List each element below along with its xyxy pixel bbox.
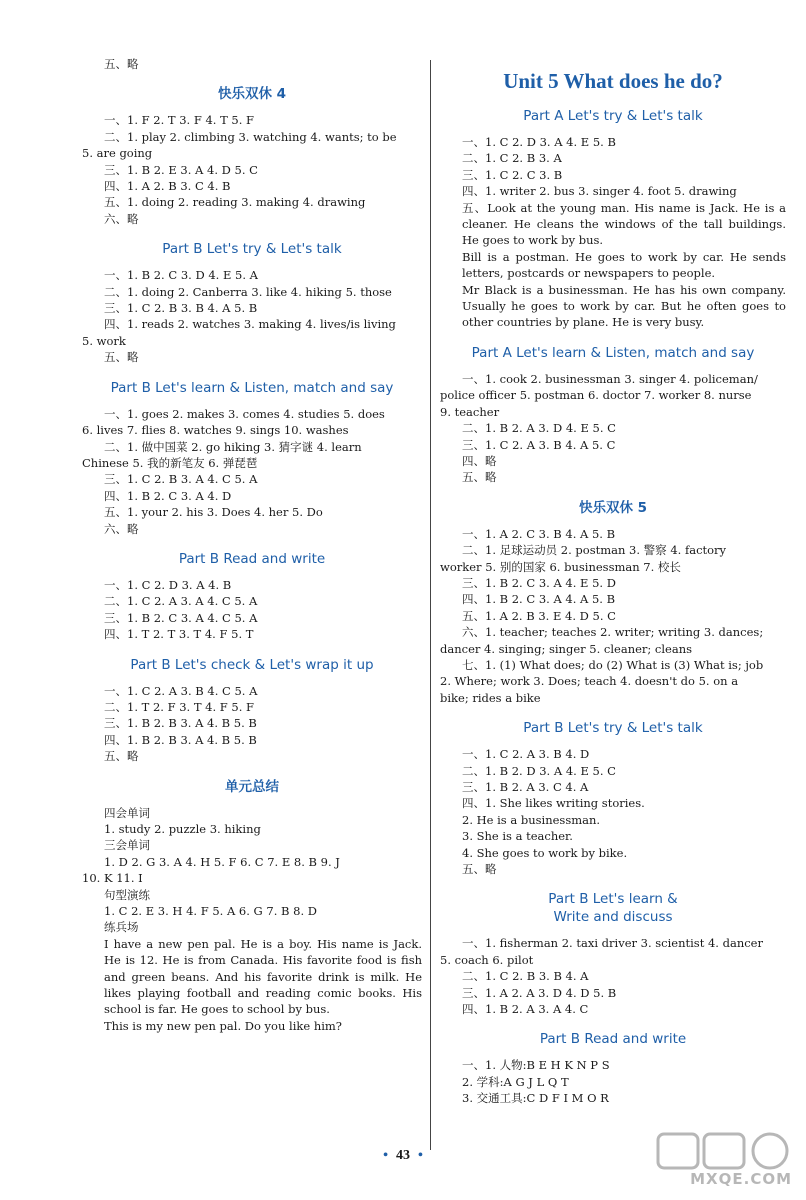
- answer-line: 三、1. B 2. B 3. A 4. B 5. B: [104, 716, 257, 731]
- answer-line: 三、1. B 2. E 3. A 4. D 5. C: [104, 162, 258, 177]
- paragraph: Mr Black is a businessman. He has his own company. Usually he goes to work by car. But he often goes to other countries by plane. He is very busy.: [462, 282, 786, 330]
- answer-line: 一、1. F 2. T 3. F 4. T 5. F: [104, 113, 255, 128]
- answer-line: 5. work: [82, 333, 126, 348]
- answer-line: 4. She goes to work by bike.: [462, 845, 628, 860]
- answer-line: 9. teacher: [440, 404, 500, 419]
- answer-line: 句型演练: [104, 887, 150, 902]
- answer-line: 练兵场: [104, 920, 139, 935]
- section-heading: 快乐双休 4: [217, 86, 287, 103]
- answer-line: 三、1. C 2. A 3. B 4. A 5. C: [462, 437, 616, 452]
- answer-line: 5. are going: [82, 146, 153, 161]
- paragraph: Bill is a postman. He goes to work by car. He sends letters, postcards or newspapers to people.: [462, 249, 786, 281]
- section-heading: Part B Let's check & Let's wrap it up: [130, 656, 374, 673]
- answer-line: 五、1. doing 2. reading 3. making 4. drawing: [104, 195, 366, 210]
- section-heading: 快乐双休 5: [578, 499, 648, 516]
- answer-line: 四、略: [462, 453, 497, 468]
- answer-line: 二、1. T 2. F 3. T 4. F 5. F: [104, 699, 255, 714]
- answer-line: 一、1. fisherman 2. taxi driver 3. scientist 4. dancer: [462, 936, 763, 951]
- answer-line: 四、1. She likes writing stories.: [462, 796, 645, 811]
- left-column: [82, 56, 422, 1034]
- answer-line: 三、1. C 2. B 3. B 4. A 5. B: [104, 301, 258, 316]
- answer-line: Chinese 5. 我的新笔友 6. 弹琵琶: [82, 455, 258, 470]
- answer-line: 四、1. reads 2. watches 3. making 4. lives/is living: [104, 317, 396, 332]
- answer-line: 五、略: [104, 749, 139, 764]
- answer-line: 3. She is a teacher.: [462, 829, 573, 844]
- answer-line: 六、略: [104, 211, 139, 226]
- answer-line: worker 5. 别的国家 6. businessman 7. 校长: [440, 559, 681, 574]
- answer-line: 1. study 2. puzzle 3. hiking: [104, 822, 261, 836]
- answer-line: 一、1. C 2. D 3. A 4. B: [104, 577, 232, 592]
- section-heading: Part B Read and write: [178, 550, 326, 567]
- right-column: [440, 56, 786, 1107]
- answer-line: 二、1. C 2. B 3. A: [462, 151, 562, 166]
- answer-line: 六、略: [104, 521, 139, 536]
- answer-line: 五、1. your 2. his 3. Does 4. her 5. Do: [104, 505, 323, 520]
- answer-line: 四、1. B 2. C 3. A 4. A 5. B: [462, 592, 616, 607]
- answer-line: 一、1. B 2. C 3. D 4. E 5. A: [104, 268, 258, 283]
- watermark-text: MXQE.COM: [690, 1170, 792, 1188]
- answer-line: 1. C 2. E 3. H 4. F 5. A 6. G 7. B 8. D: [104, 904, 317, 919]
- answer-line: 二、1. B 2. A 3. D 4. E 5. C: [462, 421, 616, 436]
- answer-line: 二、1. C 2. A 3. A 4. C 5. A: [104, 594, 258, 609]
- answer-line: 五、略: [104, 57, 139, 71]
- answer-line: 一、1. 人物:B E H K N P S: [462, 1058, 610, 1073]
- paragraph: I have a new pen pal. He is a boy. His name is Jack. He is 12. He is from Canada. His favorite food is fish and green beans. And his favorite drink is milk. He likes playing football and reading comic books. His school is far. He goes to school by bus.: [104, 936, 422, 1017]
- answer-line: 一、1. C 2. A 3. B 4. C 5. A: [104, 683, 258, 698]
- answer-line: 三、1. B 2. C 3. A 4. C 5. A: [104, 610, 258, 625]
- answer-line: 三、1. C 2. B 3. A 4. C 5. A: [104, 472, 258, 487]
- answer-line: 二、1. doing 2. Canberra 3. like 4. hiking 5. those: [104, 284, 392, 299]
- paragraph: 五、Look at the young man. His name is Jack. He is a cleaner. He cleans the windows of the tall buildings. He goes to work by bus.: [462, 200, 786, 248]
- section-heading: Part B Read and write: [539, 1031, 687, 1048]
- answer-line: 二、1. 做中国菜 2. go hiking 3. 猜字谜 4. learn: [104, 439, 362, 454]
- answer-line: 5. coach 6. pilot: [440, 952, 534, 967]
- answer-line: dancer 4. singing; singer 5. cleaner; cleans: [440, 641, 693, 656]
- answer-line: 二、1. C 2. B 3. B 4. A: [462, 969, 589, 984]
- answer-line: 2. Where; work 3. Does; teach 4. doesn't do 5. on a: [440, 674, 739, 689]
- answer-line: 三、1. B 2. A 3. C 4. A: [462, 780, 589, 794]
- answer-line: 6. lives 7. flies 8. watches 9. sings 10. washes: [82, 423, 349, 438]
- answer-line: 一、1. C 2. D 3. A 4. E 5. B: [462, 135, 616, 149]
- section-heading: Part B Let's try & Let's talk: [162, 241, 342, 258]
- answer-line: police officer 5. postman 6. doctor 7. worker 8. nurse: [440, 388, 752, 403]
- answer-line: This is my new pen pal. Do you like him?: [104, 1018, 342, 1033]
- answer-line: 三会单词: [104, 838, 150, 853]
- answer-line: 一、1. C 2. A 3. B 4. D: [462, 747, 590, 762]
- answer-line: 三、1. B 2. C 3. A 4. E 5. D: [462, 575, 616, 590]
- answer-line: 一、1. A 2. C 3. B 4. A 5. B: [462, 526, 616, 541]
- answer-line: 一、1. goes 2. makes 3. comes 4. studies 5. does: [104, 406, 385, 421]
- answer-line: 五、略: [462, 862, 497, 877]
- answer-line: 一、1. cook 2. businessman 3. singer 4. policeman/: [462, 371, 758, 386]
- answer-line: 二、1. 足球运动员 2. postman 3. 警察 4. factory: [462, 543, 727, 558]
- answer-line: 五、1. A 2. B 3. E 4. D 5. C: [462, 608, 616, 623]
- answer-line: 四、1. A 2. B 3. C 4. B: [104, 179, 231, 194]
- answer-line: bike; rides a bike: [440, 690, 541, 705]
- section-heading: Part A Let's try & Let's talk: [523, 108, 703, 124]
- answer-line: 1. D 2. G 3. A 4. H 5. F 6. C 7. E 8. B 9. J: [104, 854, 340, 869]
- section-heading: 单元总结: [225, 778, 279, 795]
- answer-line: 五、略: [462, 470, 497, 485]
- section-heading-line: Write and discuss: [553, 909, 673, 926]
- answer-line: 2. 学科:A G J L Q T: [462, 1074, 569, 1089]
- section-heading: Part B Let's learn & Listen, match and say: [110, 379, 394, 396]
- answer-line: 四、1. T 2. T 3. T 4. F 5. T: [104, 627, 254, 642]
- answer-line: 二、1. B 2. D 3. A 4. E 5. C: [462, 763, 616, 778]
- answer-line: 六、1. teacher; teaches 2. writer; writing 3. dances;: [462, 625, 764, 640]
- answer-line: 2. He is a businessman.: [462, 812, 601, 827]
- answer-line: 七、1. (1) What does; do (2) What is (3) What is; job: [462, 657, 764, 672]
- answer-line: 二、1. play 2. climbing 3. watching 4. wants; to be: [104, 129, 397, 144]
- section-heading: Part B Let's try & Let's talk: [523, 720, 703, 737]
- answer-line: 3. 交通工具:C D F I M O R: [462, 1091, 609, 1106]
- watermark-logo: [648, 1130, 798, 1192]
- answer-line: 四会单词: [104, 805, 150, 820]
- answer-line: 三、1. A 2. A 3. D 4. D 5. B: [462, 985, 617, 1000]
- unit-title: Unit 5 What does he do?: [503, 69, 723, 93]
- answer-line: 10. K 11. I: [82, 871, 143, 886]
- section-heading-line: Part B Let's learn &: [548, 891, 678, 908]
- answer-line: 五、略: [104, 350, 139, 365]
- answer-line: 四、1. B 2. A 3. A 4. C: [462, 1002, 589, 1017]
- section-heading: Part A Let's learn & Listen, match and say: [471, 344, 755, 361]
- section-heading: [440, 890, 786, 926]
- column-divider: [430, 60, 431, 1150]
- page-number: • 43 •: [383, 1148, 423, 1163]
- answer-line: 四、1. writer 2. bus 3. singer 4. foot 5. drawing: [462, 184, 737, 199]
- answer-line: 三、1. C 2. C 3. B: [462, 167, 563, 182]
- answer-line: 四、1. B 2. B 3. A 4. B 5. B: [104, 732, 257, 747]
- answer-line: 四、1. B 2. C 3. A 4. D: [104, 488, 232, 503]
